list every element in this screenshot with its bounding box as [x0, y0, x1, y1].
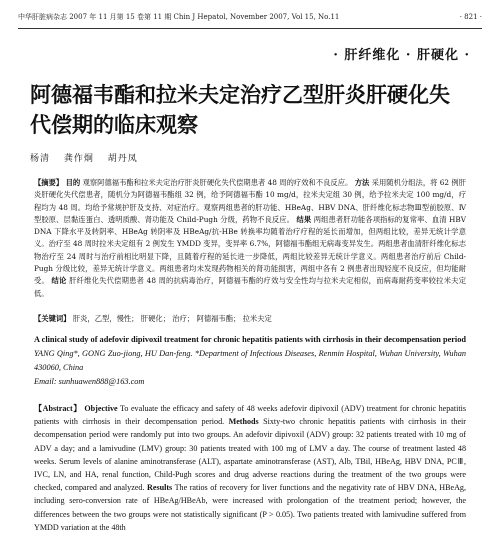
english-title: A clinical study of adefovir dipivoxil treatment for chronic hepatitis patients with cirrhosis in their decompensation period	[34, 335, 466, 344]
abstract-en-label: 【Abstract】	[34, 404, 82, 413]
objective-text: 观察阿德福韦酯和拉米夫定治疗肝炎肝硬化失代偿期患者 48 周的疗效和不良反应。	[82, 178, 353, 187]
correspondence-email: Email: sunhuawen888@163.com	[34, 377, 145, 386]
keywords-label: 【关键词】	[34, 314, 71, 323]
section-tag: · 肝纤维化 · 肝硬化 ·	[333, 48, 470, 63]
objective-en-text: To evaluate the efficacy and safety of 48 weeks adefovir dipivoxil (ADV) treatment for chronic hepatitis patients with cirrhosis in their decompensation period.	[34, 404, 466, 427]
english-affiliation: *Department of Infectious Diseases, Renmin Hospital, Wuhan University, Wuhan 430060, China	[34, 349, 467, 372]
keywords-chinese	[34, 313, 466, 325]
methods-en-text: Sixty-two chronic hepatitis patients with cirrhosis in their decompensation period were randomly put into two groups. An adefovir dipivoxil (ADV) group: 32 patients treated with 10 mg of ADV a day; and a lamivudine (LMV) group: 30 patients treated with 100 mg of LMV a day. The course of treatment lasted 48 weeks. Serum levels of alanine aminotransferase (ALT), aspartate aminotransferase (AST), Alb, TBil, HBeAg, HBV DNA, PCⅢ, IVC, LN, and HA, renal function, Child-Pugh scores and drug adverse reactions during the treatment of the two groups were checked, compared and analyzed.	[34, 417, 466, 493]
methods-label: 方法	[354, 178, 370, 187]
journal-info: 中华肝脏病杂志 2007 年 11 月第 15 卷第 11 期 Chin J Hepatol, November 2007, Vol 15, No.11	[18, 13, 340, 21]
author-name: 杨清	[30, 154, 51, 164]
methods-text: 采用随机分组法，将 62 例肝炎肝硬化失代偿患者，随机分为阿德福韦酯组 32 例，给予阿德福韦酯 10 mg/d，拉米夫定组 30 例，给予拉米夫定 100 mg/d，疗程均为 48 周。均给予常规护肝及支持、对症治疗。观察两组患者的肝功能、HBeAg、HBV DNA、肝纤维化标志物Ⅲ型前胶原、Ⅳ型胶原、层黏连蛋白、透明质酸、肾功能及 Child-Pugh 分级，药物不良反应。	[34, 178, 467, 224]
results-en-label: Results	[147, 483, 173, 493]
english-title-block	[34, 333, 466, 389]
methods-en-label: Methods	[228, 417, 259, 427]
english-authors: YANG Qing*, GONG Zuo-jiong, HU Dan-feng.	[34, 349, 193, 358]
abstract-chinese	[34, 177, 466, 300]
page-number: · 821 ·	[459, 13, 482, 21]
abstract-english	[34, 402, 466, 534]
results-en-text: The ratios of recovery for liver functions and the negativity rate of HBV DNA, HBeAg, including sero-conversion rate of HBeAg/HBeAb, were increased with prolongation of the treatment period; however, the differences between the two groups were not statistically significant (P > 0.05). Two patients treated with lamivudine suffered from YMDD variation at the 48th	[34, 483, 466, 532]
conclusion-text: 肝纤维化失代偿期患者 48 周的抗病毒治疗，阿德福韦酯的疗效与安全性均与拉米夫定相似，而病毒耐药变率较拉米夫定低。	[34, 276, 466, 298]
objective-label: 目的	[65, 178, 81, 187]
article-title: 阿德福韦酯和拉米夫定治疗乙型肝炎肝硬化失代偿期的临床观察	[30, 82, 450, 137]
author-name: 龚作炯	[63, 154, 94, 164]
running-header	[18, 6, 482, 29]
results-text: 两组患者肝功能各项指标的复常率、血清 HBV DNA 下降水平及转阴率、HBeAg 转阴率及 HBeAg/抗-HBe 转换率均随着治疗疗程的延长而增加，但两组比较，差异无统计学意义。治疗至 48 周时拉米夫定组有 2 例发生 YMDD 变异，变异率 6.7%，阿德福韦酯组无病毒变异发生。两组患者血清肝纤维化标志物治疗至 24 周时与治疗前相比明显下降，且随着疗程的延长进一步降低，两组比较差异无统计学意义。两组患者治疗前后 Child-Pugh 分级比较，差异无统计学意义。两组患者均未发现药物相关的肾功能损害，两组中各有 2 例患者出现轻度不良反应，但均能耐受。	[34, 214, 467, 286]
authors	[30, 151, 148, 164]
author-name: 胡丹凤	[107, 154, 138, 164]
objective-en-label: Objective	[84, 404, 118, 413]
keywords-text: 肝炎，乙型，慢性； 肝硬化； 治疗； 阿德福韦酯； 拉米夫定	[72, 314, 272, 323]
abstract-label: 【摘要】	[34, 178, 64, 187]
conclusion-label: 结论	[51, 276, 67, 286]
results-label: 结果	[296, 214, 312, 224]
